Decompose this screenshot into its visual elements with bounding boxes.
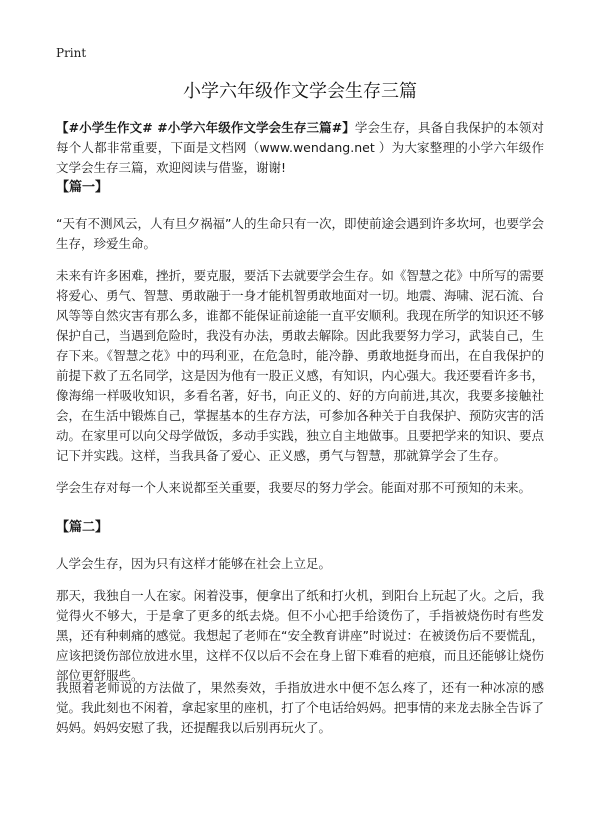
section-1-paragraph-2: 未来有许多困难，挫折，要克服，要活下去就要学会生存。如《智慧之花》中所写的需要将爱心、勇气、智慧、勇敢融于一身才能机智勇敢地面对一切。地震、海啸、泥石流、台风等等自然灾害有那么多，谁都不能保证前途能一直平安顺利。我现在所学的知识还不够保护自己，当遇到危险时，我没有办法，勇敢去解除。因此我要努力学习，武装自己，生存下来。《智慧之花》中的玛利亚，在危急时，能冷静、勇敢地挺身而出，在自我保护的前提下救了五名同学，这是因为他有一股正义感，有知识，内心强大。我还要看许多书，像海绵一样吸收知识，多看名著，好书，向正义的、好的方向前进,其次，我要多接触社会，在生活中锻炼自己，掌握基本的生存方法，可参加各种关于自我保护、预防灾害的活动。在家里可以向父母学做饭，多动手实践，独立自主地做事。且要把学来的知识、要点记下并实践。这样，当我具备了爱心、正义感，勇气与智慧，那就算学会了生存。 bbox=[56, 268, 544, 463]
page-title: 小学六年级作文学会生存三篇 bbox=[183, 81, 417, 102]
intro-text: 学会生存，具备自我保护的本领对每个人都非常重要，下面是文档网（www.wendang.net ）为大家整理的小学六年级作文学会生存三篇，欢迎阅读与借鉴，谢谢! bbox=[56, 120, 544, 175]
section-2-paragraph-3: 我照着老师说的方法做了，果然奏效，手指放进水中便不怎么疼了，还有一种冰凉的感觉。我此刻也不闲着，拿起家里的座机，打了个电话给妈妈。把事情的来龙去脉全告诉了妈妈。妈妈安慰了我，还提醒我以后别再玩火了。 bbox=[56, 680, 544, 735]
section-2-paragraph-2: 那天，我独自一人在家。闲着没事，便拿出了纸和打火机，到阳台上玩起了火。之后，我觉得火不够大，于是拿了更多的纸去烧。但不小心把手给烫伤了，手指被烧伤时有些发黑，还有种刺痛的感觉。我想起了老师在“安全教育讲座”时说过：在被烫伤后不要慌乱，应该把烫伤部位放进水里，这样不仅以后不会在身上留下难看的疤痕，而且还能够让烧伤部位更舒服些。 bbox=[56, 588, 544, 683]
section-heading-2: 【篇二】 bbox=[56, 520, 109, 535]
section-1-paragraph-3: 学会生存对每一个人来说都至关重要，我要尽的努力学会。能面对那不可预知的未来。 bbox=[56, 480, 532, 495]
print-label[interactable]: Print bbox=[56, 46, 87, 60]
section-1-paragraph-1: “天有不测风云，人有旦夕祸福”人的生命只有一次，即使前途会遇到许多坎坷，也要学会生存，珍爱生命。 bbox=[56, 216, 544, 251]
section-2-paragraph-1: 人学会生存，因为只有这样才能够在社会上立足。 bbox=[56, 556, 332, 571]
intro-tag: 【#小学生作文# #小学六年级作文学会生存三篇#】 bbox=[56, 120, 355, 135]
intro-paragraph bbox=[56, 118, 544, 178]
section-heading-1: 【篇一】 bbox=[56, 180, 109, 195]
